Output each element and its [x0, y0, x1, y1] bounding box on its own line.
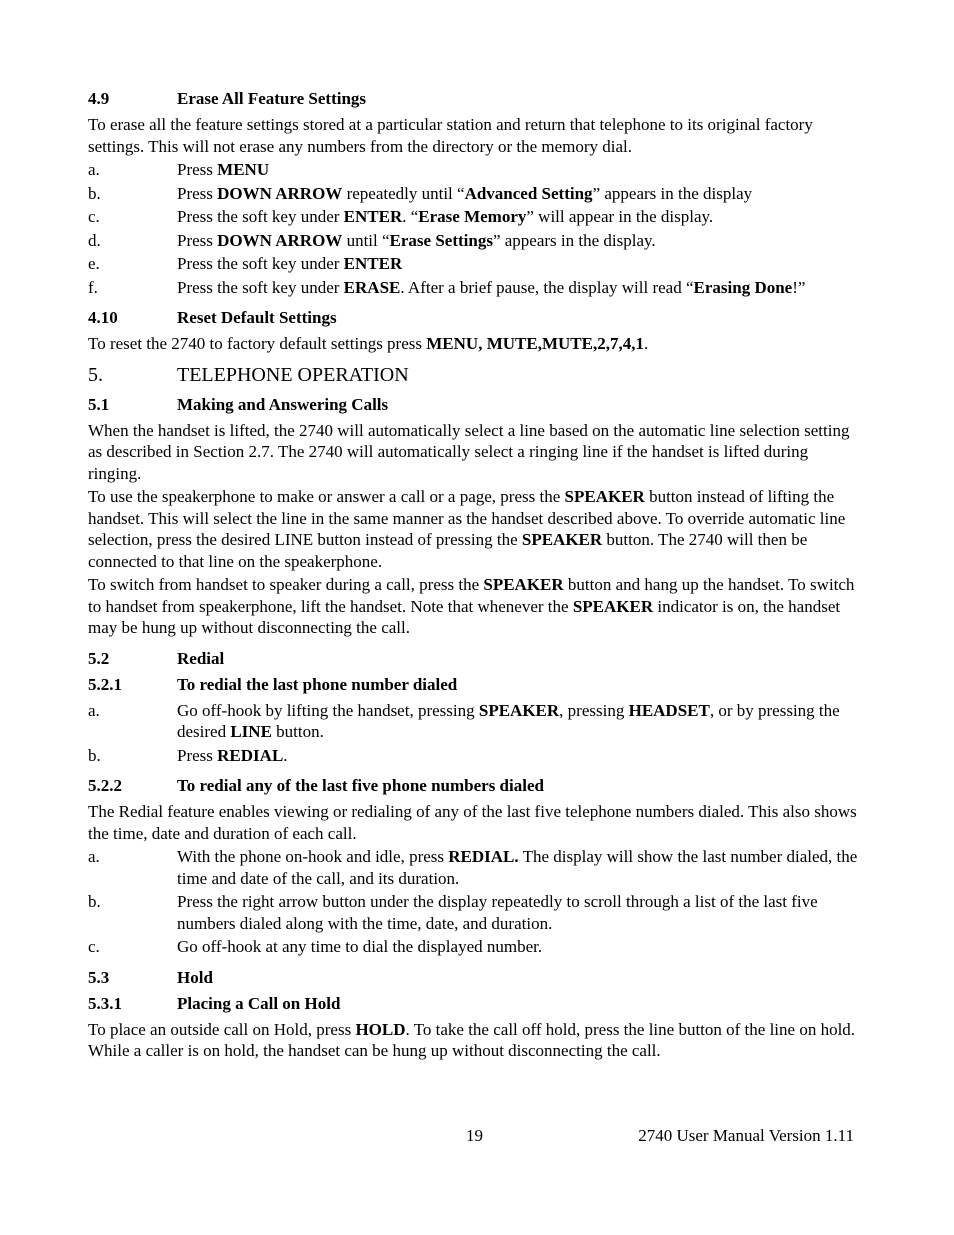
step-c: c. Go off-hook at any time to dial the displayed number.: [88, 937, 543, 956]
page-footer: [88, 1125, 858, 1147]
section-number: 4.9: [88, 89, 110, 108]
page-number: 19: [466, 1126, 483, 1145]
section-4-9-intro: To erase all the feature settings stored at a particular station and return that telephone to its original factory settings. This will not erase any numbers from the directory or the memory dial.: [88, 115, 813, 156]
section-5-3-1-text: To place an outside call on Hold, press HOLD. To take the call off hold, press the line button of the line on hold. While a caller is on hold, the handset can be hung up without disconnecting the call.: [88, 1019, 856, 1060]
step-a: a. With the phone on-hook and idle, press REDIAL. The display will show the last number dialed, the time and date of the call, and its duration.: [88, 847, 858, 888]
section-5-2-2-heading: 5.2.2 To redial any of the last five phone numbers dialed: [88, 776, 544, 795]
section-5-2-2-intro: The Redial feature enables viewing or redialing of any of the last five telephone numbers dialed. This also shows the time, date and duration of each call.: [88, 802, 857, 843]
section-5-1-para-3: To switch from handset to speaker during a call, press the SPEAKER button and hang up the handset. To switch to handset from speakerphone, lift the handset. Note that whenever the SPEAKER indicator is on, the handset may be hung up without disconnecting the call.: [88, 575, 855, 637]
section-5-1-para-2: To use the speakerphone to make or answer a call or a page, press the SPEAKER button instead of lifting the handset. This will select the line in the same manner as the handset described above. To override automatic line selection, press the desired LINE button instead of pressing the SPEAKER button. The 2740 will then be connected to that line on the speakerphone.: [88, 487, 846, 571]
section-4-9-heading: [88, 88, 858, 109]
manual-page: [88, 88, 858, 1062]
section-5-3-heading: 5.3 Hold: [88, 967, 213, 987]
section-5-1-heading: 5.1 Making and Answering Calls: [88, 394, 389, 414]
step-a: a. Press MENU: [88, 160, 270, 179]
section-4-10-text: To reset the 2740 to factory default settings press MENU, MUTE,MUTE,2,7,4,1.: [88, 334, 649, 353]
section-5-2-1-heading: 5.2.1 To redial the last phone number dialed: [88, 674, 458, 694]
step-f: f. Press the soft key under ERASE. After a brief pause, the display will read “Erasing Done!”: [88, 277, 806, 297]
step-c: c. Press the soft key under ENTER. “Erase Memory” will appear in the display.: [88, 207, 714, 226]
section-5-1-para-1: When the handset is lifted, the 2740 will automatically select a line based on the automatic line selection setting as described in Section 2.7. The 2740 will automatically select a ringing line if the handset is lifted during ringing.: [88, 420, 850, 483]
section-5-3-1-heading: 5.3.1 Placing a Call on Hold: [88, 993, 341, 1013]
section-title: Erase All Feature Settings: [177, 89, 367, 108]
step-e: e. Press the soft key under ENTER: [88, 254, 403, 273]
step-b: b. Press DOWN ARROW repeatedly until “Advanced Setting” appears in the display: [88, 183, 753, 203]
section-5-2-heading: 5.2 Redial: [88, 648, 225, 668]
step-d: d. Press DOWN ARROW until “Erase Settings” appears in the display.: [88, 230, 656, 250]
step-b: b. Press REDIAL.: [88, 745, 288, 765]
step-a: a. Go off-hook by lifting the handset, pressing SPEAKER, pressing HEADSET, or by pressing the desired LINE button.: [88, 700, 840, 741]
section-4-10-heading: 4.10 Reset Default Settings: [88, 308, 337, 327]
step-b: b. Press the right arrow button under the display repeatedly to scroll through a list of the last five numbers dialed along with the time, date, and duration.: [88, 892, 818, 933]
manual-version: 2740 User Manual Version 1.11: [638, 1126, 854, 1145]
chapter-5-heading: 5. TELEPHONE OPERATION: [88, 363, 409, 386]
